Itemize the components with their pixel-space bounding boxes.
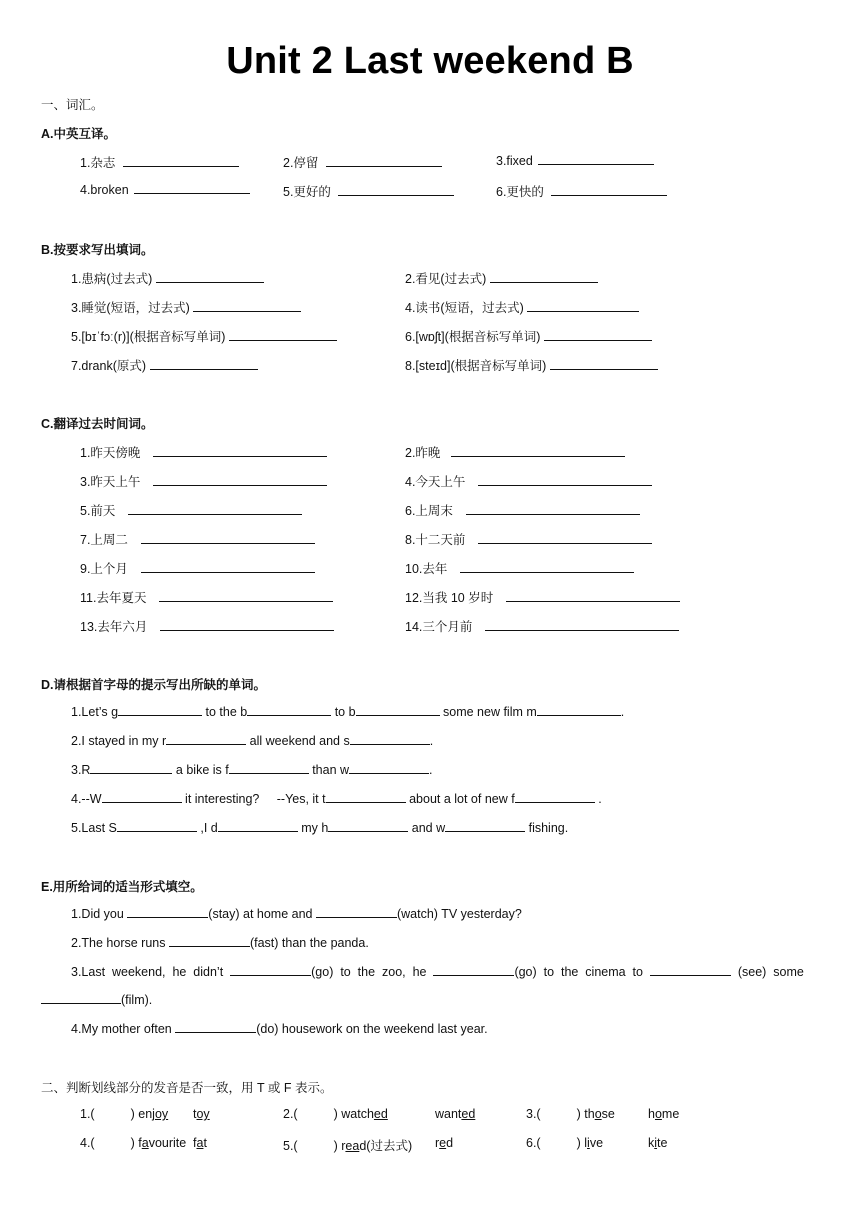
b-item-7: 7.drank(原式)	[71, 356, 258, 374]
a-item-3: 3.fixed	[496, 153, 654, 168]
pronunciation-item	[283, 1107, 476, 1121]
answer-blank[interactable]	[218, 820, 298, 832]
section-d-heading: D.请根据首字母的提示写出所缺的单词。	[41, 678, 267, 692]
word-2: toy	[193, 1107, 210, 1121]
answer-blank[interactable]	[153, 474, 327, 486]
section-b-heading: B.按要求写出填词。	[41, 243, 154, 257]
answer-blank[interactable]	[445, 820, 525, 832]
c-item-9: 9.上个月	[80, 559, 315, 577]
c-item-4: 4.今天上午	[405, 472, 652, 490]
part-2-heading: 二、判断划线部分的发音是否一致，用 T 或 F 表示。	[41, 1081, 333, 1095]
answer-blank[interactable]	[159, 590, 333, 602]
underlined-sound: o	[594, 1107, 602, 1121]
answer-blank[interactable]	[356, 704, 440, 716]
answer-blank[interactable]	[166, 733, 246, 745]
answer-blank[interactable]	[117, 820, 197, 832]
a-item-5: 5.更好的	[283, 182, 454, 200]
item-number: 3.(	[526, 1107, 541, 1121]
pronunciation-item	[283, 1136, 454, 1154]
answer-blank[interactable]	[550, 358, 658, 370]
answer-blank[interactable]	[490, 271, 598, 283]
c-item-3: 3.昨天上午	[80, 472, 327, 490]
item-close-paren: )	[576, 1107, 581, 1121]
c-item-12: 12.当我 10 岁时	[405, 588, 680, 606]
answer-blank[interactable]	[141, 532, 315, 544]
answer-blank[interactable]	[229, 329, 337, 341]
word-2: kite	[648, 1136, 668, 1150]
answer-blank[interactable]	[515, 791, 595, 803]
e-sentence-3: 3.Last weekend, he didn’t (go) to the zoo, he (go) to the cinema to (see) some	[71, 965, 804, 979]
a-item-2: 2.停留	[283, 153, 442, 171]
underlined-sound: e	[439, 1136, 447, 1150]
answer-blank[interactable]	[328, 820, 408, 832]
underlined-sound: a	[141, 1136, 149, 1150]
underlined-sound: ed	[373, 1107, 388, 1121]
word-2: wanted	[435, 1107, 476, 1121]
underlined-sound: o	[654, 1107, 662, 1121]
answer-blank[interactable]	[90, 762, 172, 774]
item-close-paren: )	[333, 1107, 338, 1121]
part-1-heading: 一、词汇。	[41, 98, 104, 112]
answer-blank[interactable]	[193, 300, 301, 312]
answer-blank[interactable]	[153, 445, 327, 457]
b-item-2: 2.看见(过去式)	[405, 269, 598, 287]
pronunciation-item	[526, 1136, 668, 1150]
d-sentence-5: 5.Last S ,I d my h and w fishing.	[71, 821, 569, 835]
e-sentence-3-cont: (film).	[41, 992, 152, 1007]
e-sentence-1: 1.Did you (stay) at home and (watch) TV yesterday?	[71, 907, 522, 921]
answer-blank[interactable]	[134, 182, 250, 194]
b-item-4: 4.读书(短语，过去式)	[405, 298, 639, 316]
answer-blank[interactable]	[127, 906, 208, 918]
item-number: 4.(	[80, 1136, 95, 1150]
answer-blank[interactable]	[156, 271, 264, 283]
answer-blank[interactable]	[650, 964, 731, 976]
answer-blank[interactable]	[326, 791, 406, 803]
word-1: those	[584, 1107, 615, 1121]
d-sentence-4: 4.--W it interesting? --Yes, it t about a lot of new f .	[71, 792, 602, 806]
answer-blank[interactable]	[230, 964, 311, 976]
answer-blank[interactable]	[175, 1021, 256, 1033]
d-sentence-3: 3.R a bike is f than w .	[71, 763, 433, 777]
c-item-14: 14.三个月前	[405, 617, 679, 635]
section-c-heading: C.翻译过去时间词。	[41, 417, 154, 431]
answer-blank[interactable]	[551, 184, 667, 196]
answer-blank[interactable]	[102, 791, 182, 803]
answer-blank[interactable]	[451, 445, 625, 457]
item-number: 5.(	[283, 1139, 298, 1153]
item-number: 6.(	[526, 1136, 541, 1150]
answer-blank[interactable]	[460, 561, 634, 573]
answer-blank[interactable]	[247, 704, 331, 716]
b-item-5: 5.[bɪˈfɔː(r)](根据音标写单词)	[71, 327, 337, 345]
a-item-1: 1.杂志	[80, 153, 239, 171]
answer-blank[interactable]	[41, 992, 121, 1004]
c-item-1: 1.昨天傍晚	[80, 443, 327, 461]
answer-blank[interactable]	[118, 704, 202, 716]
c-item-2: 2.昨晚	[405, 443, 625, 461]
d-sentence-2: 2.I stayed in my r all weekend and s .	[71, 734, 434, 748]
b-item-1: 1.患病(过去式)	[71, 269, 264, 287]
e-sentence-2: 2.The horse runs (fast) than the panda.	[71, 936, 369, 950]
answer-blank[interactable]	[128, 503, 302, 515]
c-item-7: 7.上周二	[80, 530, 315, 548]
c-item-11: 11.去年夏天	[80, 588, 333, 606]
item-close-paren: )	[576, 1136, 581, 1150]
answer-blank[interactable]	[326, 155, 442, 167]
item-number: 2.(	[283, 1107, 298, 1121]
c-item-10: 10.去年	[405, 559, 634, 577]
underlined-sound: ed	[461, 1107, 476, 1121]
item-close-paren: )	[130, 1107, 135, 1121]
pronunciation-item	[80, 1136, 207, 1150]
pronunciation-item	[80, 1107, 210, 1121]
underlined-sound: oy	[196, 1107, 210, 1121]
a-item-6: 6.更快的	[496, 182, 667, 200]
item-number: 1.(	[80, 1107, 95, 1121]
c-item-8: 8.十二天前	[405, 530, 652, 548]
word-2: fat	[193, 1136, 207, 1150]
answer-blank[interactable]	[466, 503, 640, 515]
answer-blank[interactable]	[160, 619, 334, 631]
c-item-13: 13.去年六月	[80, 617, 334, 635]
answer-blank[interactable]	[169, 935, 250, 947]
answer-blank[interactable]	[141, 561, 315, 573]
answer-blank[interactable]	[229, 762, 309, 774]
e-sentence-4: 4.My mother often (do) housework on the weekend last year.	[71, 1022, 488, 1036]
pronunciation-item	[526, 1107, 680, 1121]
a-item-4: 4.broken	[80, 182, 250, 197]
answer-blank[interactable]	[316, 906, 397, 918]
underlined-sound: oy	[154, 1107, 169, 1121]
word-2: home	[648, 1107, 680, 1121]
item-close-paren: )	[130, 1136, 135, 1150]
word-1: favourite	[138, 1136, 187, 1150]
underlined-sound: a	[196, 1136, 204, 1150]
answer-blank[interactable]	[478, 532, 652, 544]
answer-blank[interactable]	[349, 762, 429, 774]
d-sentence-1: 1.Let’s g to the b to b some new film m .	[71, 705, 625, 719]
underlined-sound: i	[587, 1136, 590, 1150]
underlined-sound: i	[654, 1136, 658, 1150]
answer-blank[interactable]	[506, 590, 680, 602]
answer-blank[interactable]	[527, 300, 639, 312]
word-1: read(过去式)	[341, 1139, 413, 1153]
word-1: watched	[341, 1107, 388, 1121]
answer-blank[interactable]	[338, 184, 454, 196]
word-2: red	[435, 1136, 454, 1150]
word-1: enjoy	[138, 1107, 169, 1121]
answer-blank[interactable]	[150, 358, 258, 370]
word-1: live	[584, 1136, 604, 1150]
b-item-3: 3.睡觉(短语，过去式)	[71, 298, 301, 316]
answer-blank[interactable]	[433, 964, 514, 976]
answer-blank[interactable]	[544, 329, 652, 341]
item-close-paren: )	[333, 1139, 338, 1153]
answer-blank[interactable]	[485, 619, 679, 631]
worksheet-title: Unit 2 Last weekend B	[226, 40, 634, 82]
answer-blank[interactable]	[123, 155, 239, 167]
answer-blank[interactable]	[478, 474, 652, 486]
c-item-6: 6.上周末	[405, 501, 640, 519]
section-a-heading: A.中英互译。	[41, 127, 117, 141]
underlined-sound: ea	[345, 1139, 360, 1153]
section-e-heading: E.用所给词的适当形式填空。	[41, 880, 203, 894]
answer-blank[interactable]	[538, 153, 654, 165]
answer-blank[interactable]	[350, 733, 430, 745]
answer-blank[interactable]	[537, 704, 621, 716]
b-item-8: 8.[steɪd](根据音标写单词)	[405, 356, 658, 374]
b-item-6: 6.[wɒʃt](根据音标写单词)	[405, 327, 652, 345]
c-item-5: 5.前天	[80, 501, 302, 519]
